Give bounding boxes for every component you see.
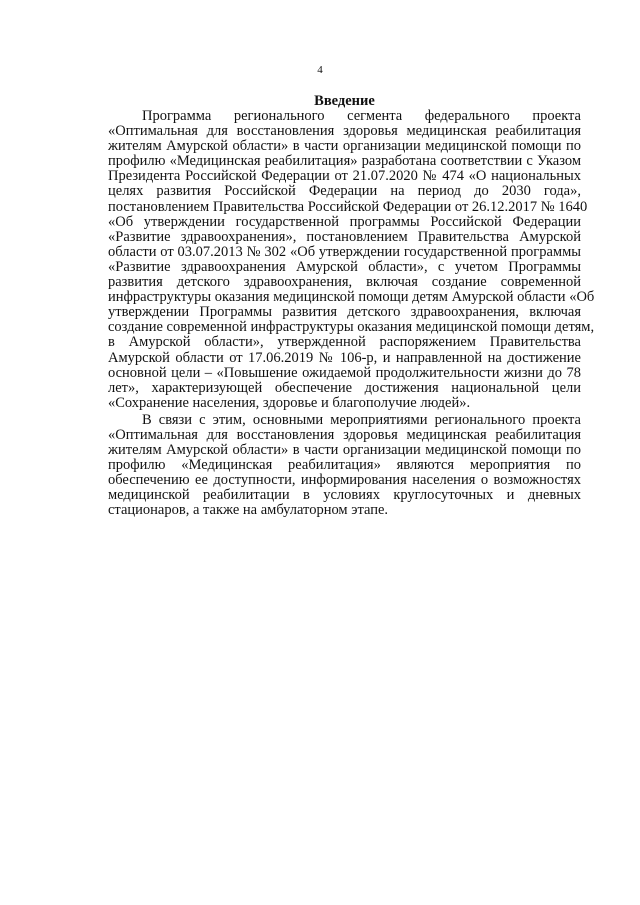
document-body (108, 93, 595, 519)
paragraph-line: утверждении Программы развития детского здравоохранения, включая (108, 304, 581, 321)
paragraph-line: «Развитие здравоохранения», постановлением Правительства Амурской (108, 228, 581, 245)
paragraph-line: Программа регионального сегмента федерального проекта (142, 108, 581, 124)
paragraph-line: «Оптимальная для восстановления здоровья медицинская реабилитация (108, 426, 581, 443)
paragraph-line: В связи с этим, основными мероприятиями регионального проекта (142, 411, 581, 428)
paragraph-line: профилю «Медицинская реабилитация» разработана соответствии с Указом (108, 153, 581, 170)
paragraph-1 (108, 108, 595, 411)
paragraph-line: жителям Амурской области» в части организации медицинской помощи по (108, 138, 581, 155)
paragraph-line: «Сохранение населения, здоровье и благополучие людей». (108, 394, 471, 411)
paragraph-line: «Оптимальная для восстановления здоровья медицинская реабилитация (108, 123, 581, 140)
paragraph-line: постановлением Правительства Российской Федерации от 26.12.2017 № 1640 (108, 198, 588, 215)
paragraph-line: «Развитие здравоохранения Амурской области», с учетом Программы (108, 258, 581, 275)
paragraph-line: Амурской области от 17.06.2019 № 106-р, и направленной на достижение (108, 349, 581, 366)
page-number: 4 (317, 64, 323, 76)
paragraph-line: Президента Российской Федерации от 21.07.2020 № 474 «О национальных (108, 168, 581, 185)
paragraph-line: создание современной инфраструктуры оказания медицинской помощи детям, (108, 319, 595, 336)
paragraph-line: лет», характеризующей обеспечение достижения национальной цели (108, 379, 581, 396)
paragraph-line: медицинской реабилитации в условиях круглосуточных и дневных (108, 487, 581, 504)
paragraph-line: профилю «Медицинская реабилитация» являются мероприятия по (108, 457, 581, 474)
paragraph-line: жителям Амурской области» в части организации медицинской помощи по (108, 442, 581, 459)
paragraph-line: области от 03.07.2013 № 302 «Об утверждении государственной программы (108, 243, 581, 260)
paragraph-line: инфраструктуры оказания медицинской помощи детям Амурской области «Об (108, 289, 595, 306)
paragraph-line: целях развития Российской Федерации на период до 2030 года», (108, 183, 581, 200)
paragraph-line: основной цели – «Повышение ожидаемой продолжительности жизни до 78 (108, 364, 581, 381)
paragraph-line: в Амурской области», утвержденной распоряжением Правительства (108, 334, 581, 351)
paragraph-2 (108, 413, 581, 519)
paragraph-line: «Об утверждении государственной программы Российской Федерации (108, 213, 581, 230)
paragraph-line: стационаров, а также на амбулаторном этапе. (108, 502, 389, 519)
paragraph-line: обеспечению ее доступности, информирования населения о возможностях (108, 472, 581, 489)
paragraph-line: развития детского здравоохранения, включая создание современной (108, 274, 581, 291)
section-heading: Введение (314, 93, 375, 109)
